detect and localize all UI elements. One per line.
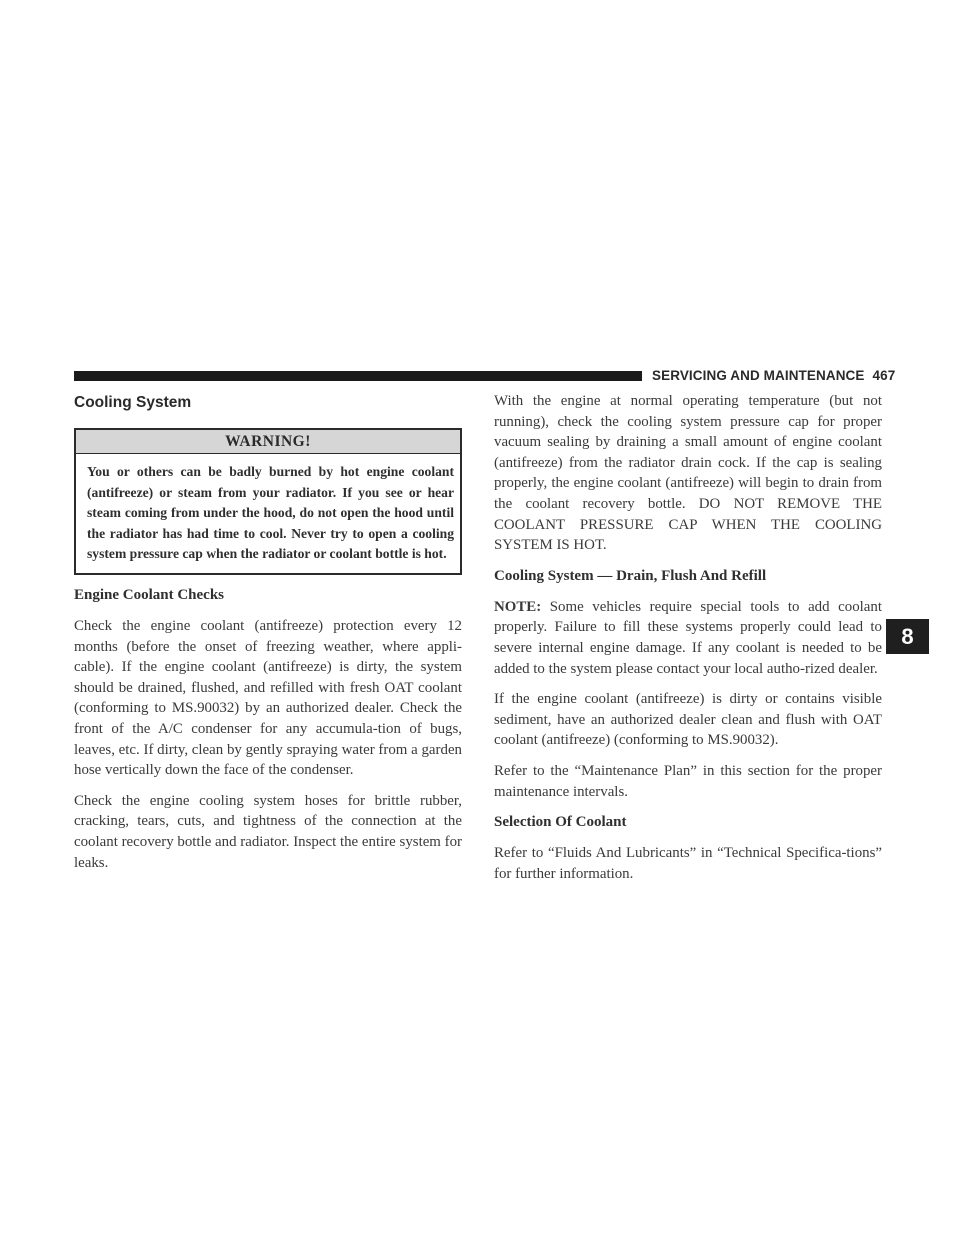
left-column	[74, 394, 462, 883]
paragraph: With the engine at normal operating temperature (but not running), check the cooling system pressure cap for proper vacuum sealing by draining a small amount of engine coolant (antifreeze) from the radiator drain cock. If the cap is sealing properly, the engine coolant (antifreeze) will begin to drain from the coolant recovery bottle. DO NOT REMOVE THE COOLANT PRESSURE CAP WHEN THE COOLING SYSTEM IS HOT.	[494, 393, 882, 554]
note-text: Some vehicles require special tools to add coolant properly. Failure to fill these systems properly could lead to severe internal engine damage. If any coolant is needed to be added to the system please contact your local autho-rized dealer.	[494, 598, 882, 677]
running-head-section: SERVICING AND MAINTENANCE	[652, 368, 865, 383]
paragraph: Refer to “Fluids And Lubricants” in “Technical Specifica-tions” for further information.	[494, 845, 882, 882]
warning-text: You or others can be badly burned by hot engine coolant (antifreeze) or steam from your radiator. If you see or hear steam coming from under the hood, do not open the hood until the radiator has had time to cool. Never try to open a cooling system pressure cap when the radiator or coolant bottle is hot.	[87, 464, 454, 562]
subhead-selection-of-coolant: Selection Of Coolant	[494, 814, 627, 831]
note-paragraph	[494, 597, 882, 679]
paragraph: If the engine coolant (antifreeze) is dirty or contains visible sediment, have an authorized dealer clean and flush with OAT coolant (antifreeze) (conforming to MS.90032).	[494, 691, 882, 749]
running-head	[652, 368, 895, 383]
chapter-tab: 8	[886, 619, 929, 654]
paragraph: Check the engine coolant (antifreeze) protection every 12 months (before the onset of freezing weather, where appli-cable). If the engine coolant (antifreeze) is dirty, the system should be drained, flushed, and refilled with fresh OAT coolant (conforming to MS.90032) by an authorized dealer. Check the front of the A/C condenser for any accumula-tion of bugs, leaves, etc. If dirty, clean by gently spraying water from a garden hose vertically down the face of the condenser.	[74, 617, 462, 779]
header-rule	[74, 371, 642, 381]
paragraph: Refer to the “Maintenance Plan” in this section for the proper maintenance intervals.	[494, 762, 882, 800]
subhead-drain-flush-refill: Cooling System — Drain, Flush And Refill	[494, 567, 767, 584]
paragraph: Check the engine cooling system hoses for brittle rubber, cracking, tears, cuts, and tightness of the connection at the coolant recovery bottle and radiator. Inspect the entire system for leaks.	[74, 792, 462, 871]
warning-heading: WARNING!	[76, 430, 460, 454]
subhead-engine-coolant-checks: Engine Coolant Checks	[74, 586, 225, 603]
section-title: Cooling System	[74, 394, 192, 411]
warning-box	[74, 428, 462, 575]
page-number: 467	[872, 368, 896, 383]
note-label: NOTE:	[494, 598, 542, 615]
right-column	[494, 391, 882, 894]
